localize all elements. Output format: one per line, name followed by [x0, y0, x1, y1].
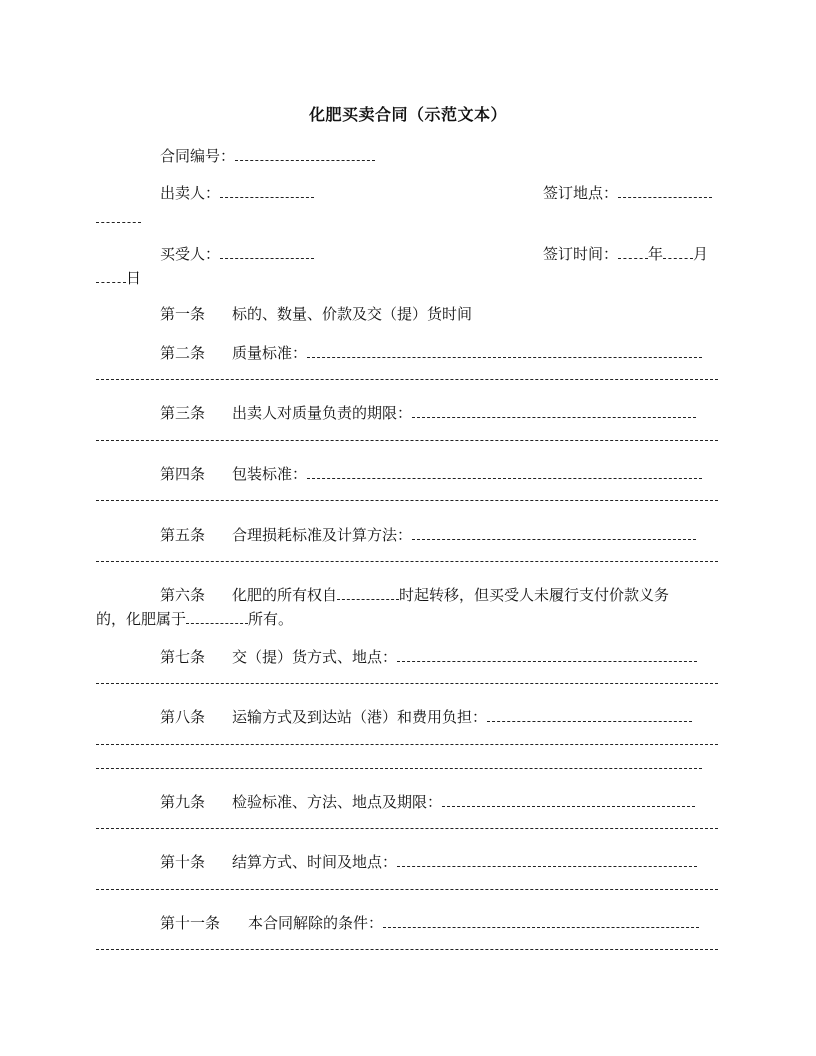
article-9-blank: [442, 792, 695, 807]
article-number: 第十条: [160, 853, 206, 871]
article-text: 交（提）货方式、地点：: [232, 648, 398, 666]
article-3-blank: [412, 403, 696, 418]
buyer-label: 买受人：: [160, 245, 221, 263]
article-text: 标的、数量、价款及交（提）货时间: [232, 305, 473, 323]
article-3: [160, 403, 696, 423]
month-label: 月: [693, 245, 709, 263]
article-7: [160, 647, 697, 667]
article-number: 第一条: [160, 305, 206, 323]
article-number: 第十一条: [160, 914, 221, 932]
article-number: 第九条: [160, 793, 206, 811]
article-8: [160, 707, 692, 727]
sign-place-row: [543, 183, 712, 203]
sign-place-blank-2: [96, 208, 141, 223]
article-number: 第四条: [160, 465, 206, 483]
article-2-blank-line: [96, 379, 718, 380]
article-8-blank: [487, 707, 692, 722]
article-text: 包装标准：: [232, 465, 308, 483]
day-label: 日: [126, 269, 142, 287]
article-2-blank: [307, 343, 702, 358]
article-10-blank-line: [96, 889, 718, 890]
sign-place-blank: [618, 183, 712, 198]
article-10-blank: [397, 852, 697, 867]
article-10: [160, 852, 697, 872]
seller-blank: [220, 183, 314, 198]
article-text: 运输方式及到达站（港）和费用负担：: [232, 708, 488, 726]
year-blank: [618, 244, 648, 259]
article-number: 第八条: [160, 708, 206, 726]
seller-row: [160, 183, 314, 203]
article-text: 出卖人对质量负责的期限：: [232, 404, 413, 422]
article-text: 本合同解除的条件：: [248, 914, 384, 932]
article-7-blank-line: [96, 683, 718, 684]
year-label: 年: [648, 245, 664, 263]
article-text: 结算方式、时间及地点：: [232, 853, 398, 871]
article-11-blank-line: [96, 949, 718, 950]
article-7-blank: [397, 647, 697, 662]
article-5: [160, 525, 696, 545]
article-text-2: 时起转移，但买受人未履行支付价款义务: [399, 586, 670, 604]
article-1: [160, 304, 472, 324]
article-text: 检验标准、方法、地点及期限：: [232, 793, 443, 811]
sign-time-continuation: [96, 268, 141, 288]
article-number: 第六条: [160, 586, 206, 604]
article-9: [160, 792, 695, 812]
sign-place-label: 签订地点：: [543, 184, 619, 202]
ownership-time-blank: [337, 585, 399, 600]
contract-no-label: 合同编号：: [160, 147, 236, 165]
month-blank: [663, 244, 693, 259]
article-text: 质量标准：: [232, 344, 308, 362]
day-blank: [96, 268, 126, 283]
buyer-blank: [220, 244, 314, 259]
article-8-blank-line: [96, 744, 718, 745]
article-text-4: 所有。: [248, 610, 294, 628]
article-9-blank-line: [96, 828, 718, 829]
contract-no-row: [160, 146, 375, 166]
article-11: [160, 913, 699, 933]
article-3-blank-line: [96, 440, 718, 441]
article-number: 第三条: [160, 404, 206, 422]
article-6-line-2: [96, 609, 293, 629]
article-text-3: 的，化肥属于: [96, 610, 187, 628]
article-text: 化肥的所有权自: [232, 586, 338, 604]
owner-blank: [186, 609, 248, 624]
sign-time-label: 签订时间：: [543, 245, 619, 263]
contract-no-blank: [235, 146, 375, 161]
article-8-blank-line-2: [96, 768, 702, 769]
article-number: 第七条: [160, 648, 206, 666]
article-6: [160, 585, 669, 605]
article-11-blank: [383, 913, 699, 928]
sign-place-continuation: [96, 208, 141, 228]
article-number: 第二条: [160, 344, 206, 362]
sign-time-row: [543, 244, 708, 264]
article-number: 第五条: [160, 526, 206, 544]
document-title: 化肥买卖合同（示范文本）: [308, 105, 507, 124]
article-4-blank: [307, 464, 702, 479]
article-2: [160, 343, 702, 363]
article-4-blank-line: [96, 500, 718, 501]
article-5-blank: [412, 525, 696, 540]
article-4: [160, 464, 702, 484]
seller-label: 出卖人：: [160, 184, 221, 202]
article-text: 合理损耗标准及计算方法：: [232, 526, 413, 544]
article-5-blank-line: [96, 561, 718, 562]
buyer-row: [160, 244, 314, 264]
